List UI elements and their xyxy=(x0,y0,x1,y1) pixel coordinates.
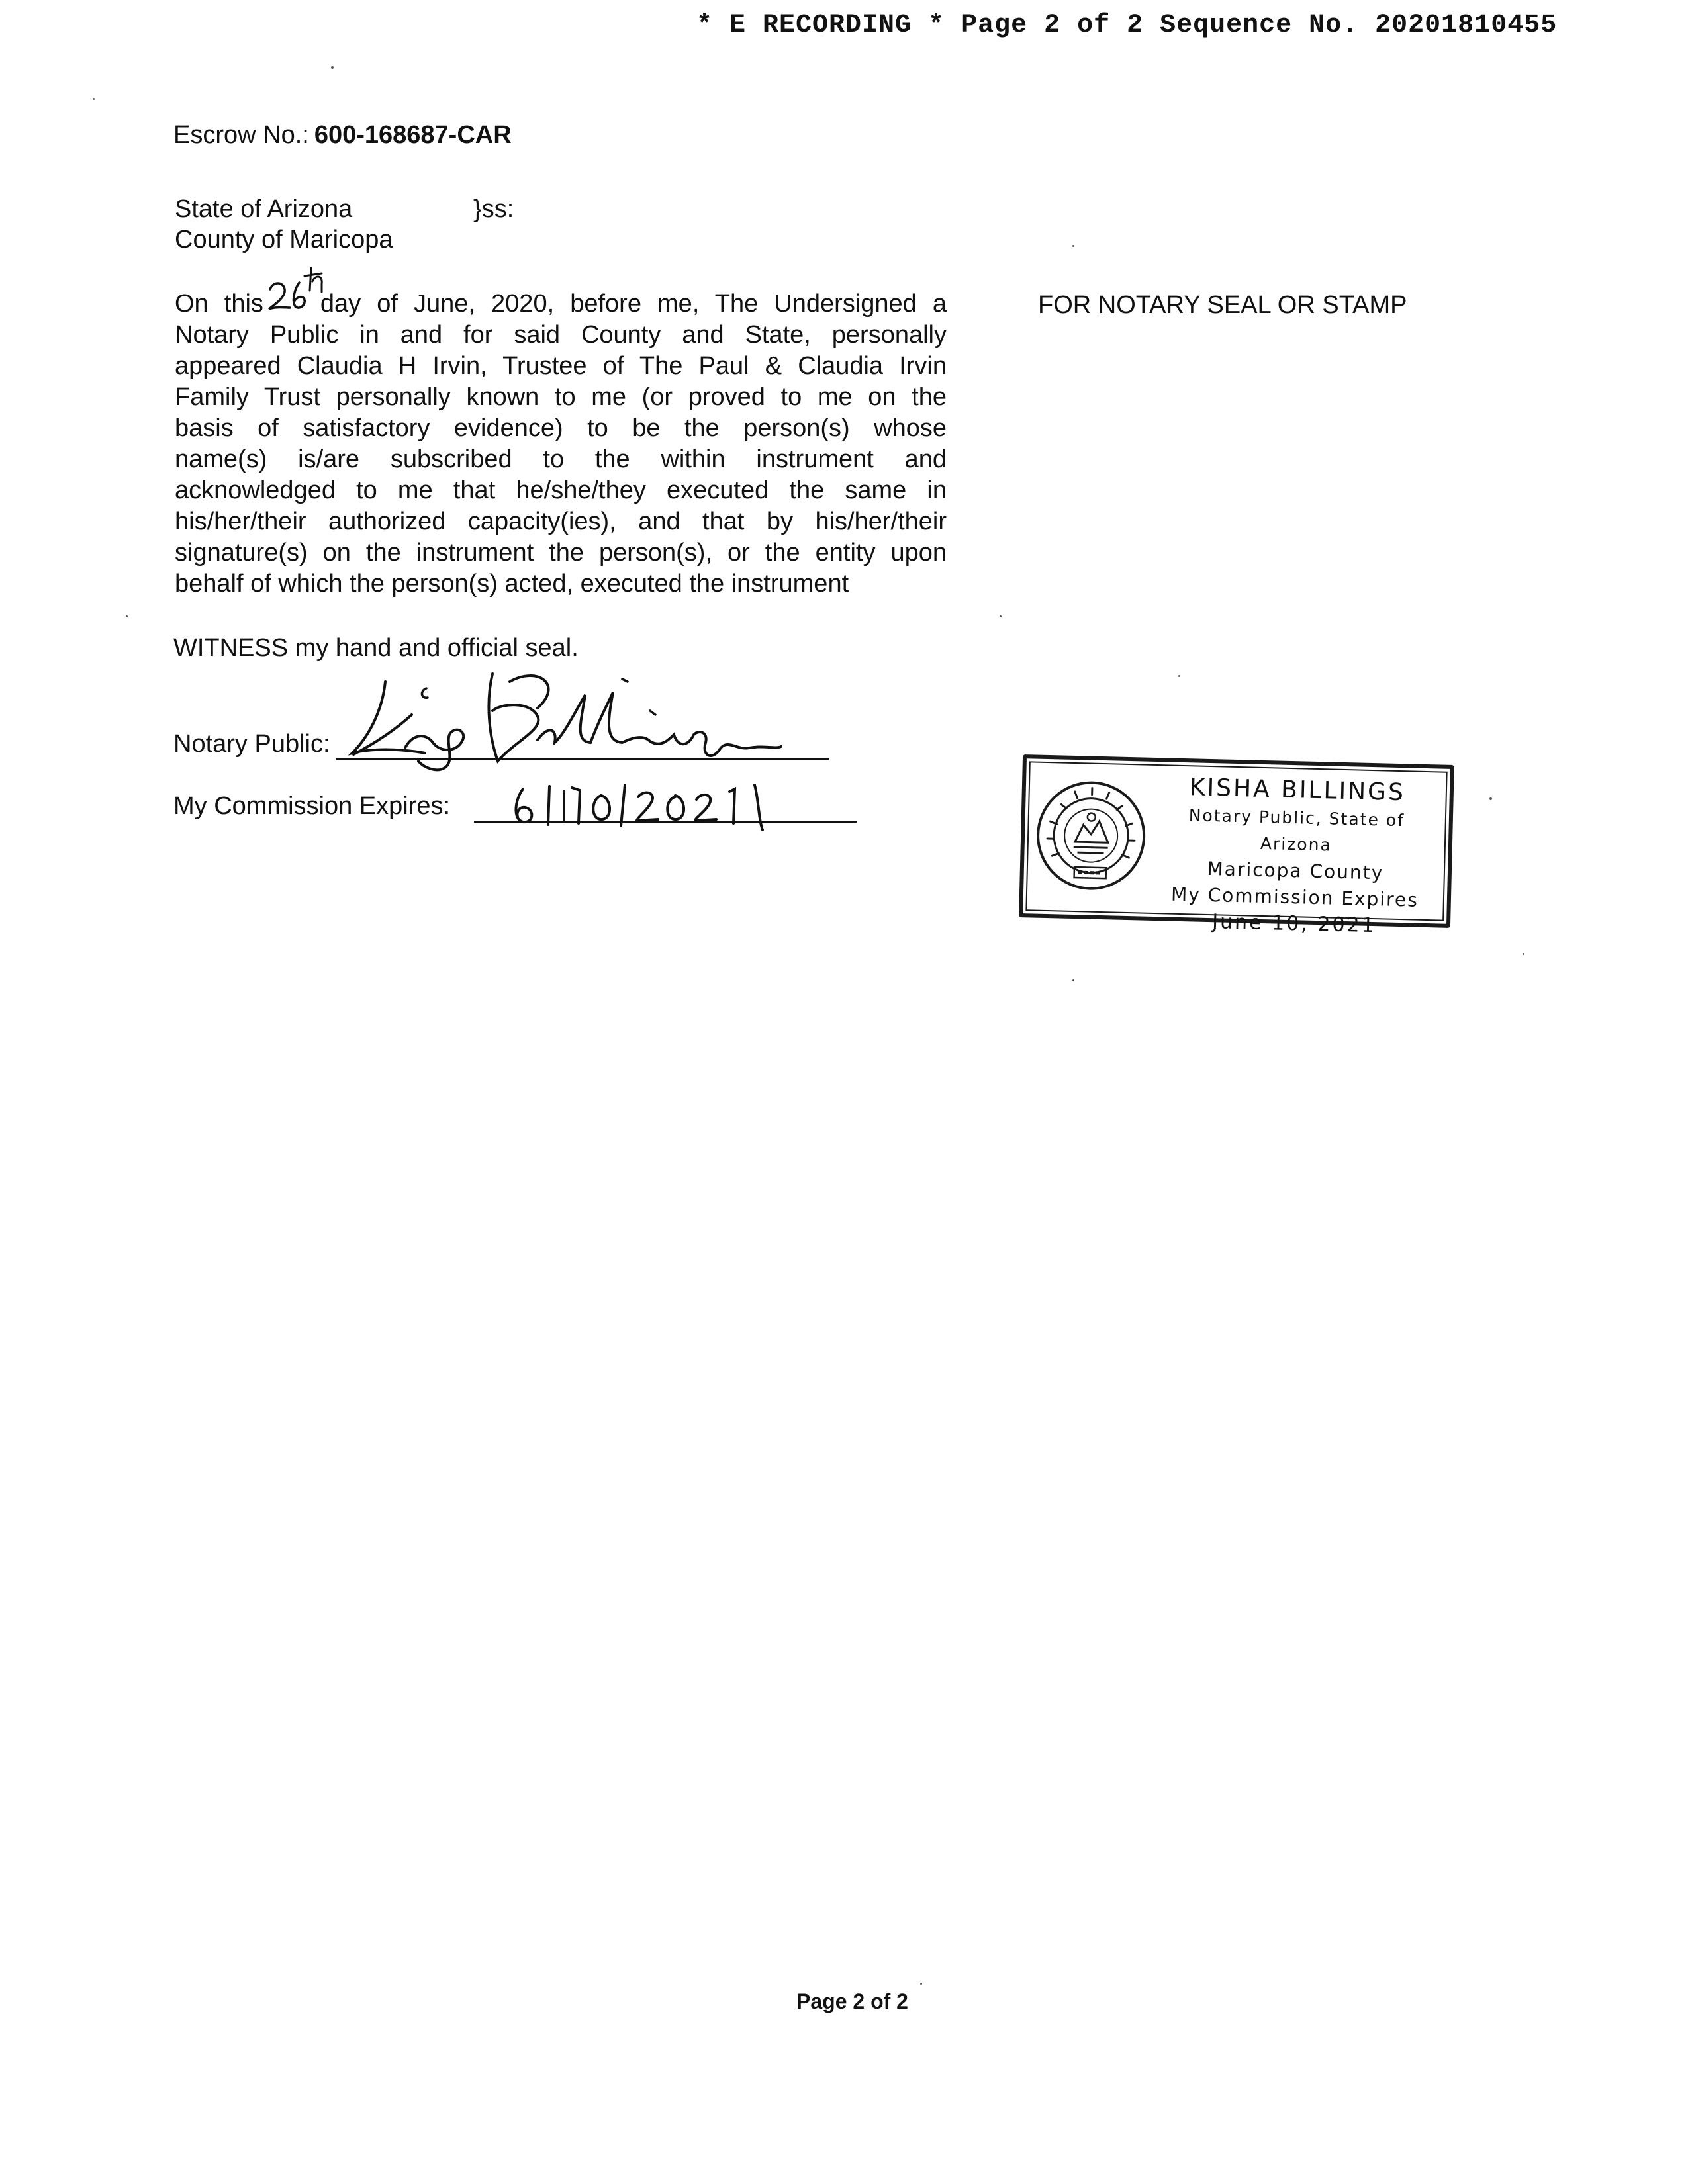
notary-stamp xyxy=(1019,754,1454,938)
commission-expires-handwriting xyxy=(508,780,773,833)
ack-line-10: behalf of which the person(s) acted, executed the instrument xyxy=(175,570,849,598)
stamp-notary-title: Notary Public, State of Arizona xyxy=(1188,805,1405,855)
notary-signature xyxy=(339,668,816,774)
scan-speck xyxy=(331,66,334,69)
day-blank xyxy=(263,288,320,312)
commission-expires-label: My Commission Expires: xyxy=(173,792,451,820)
ack-line-1-start: On this xyxy=(175,290,263,318)
ack-line-1 xyxy=(175,288,947,320)
escrow-number: 600-168687-CAR xyxy=(314,121,512,149)
scan-speck xyxy=(1523,953,1524,955)
escrow-line xyxy=(173,121,512,150)
ack-line-4: Family Trust personally known to me (or proved to me on the xyxy=(175,383,947,411)
stamp-expires-label: My Commission Expires xyxy=(1170,883,1419,911)
venue-ss: }ss: xyxy=(473,195,514,223)
stamp-text xyxy=(1149,772,1444,941)
ack-line-8: his/her/their authorized capacity(ies), and that by his/her/their xyxy=(175,508,947,535)
arizona-state-seal-icon xyxy=(1033,778,1149,894)
scan-speck xyxy=(126,615,128,617)
scan-speck xyxy=(1072,245,1074,247)
scan-speck xyxy=(1072,979,1074,981)
notary-public-label: Notary Public: xyxy=(173,730,330,758)
stamp-notary-name: KISHA BILLINGS xyxy=(1189,774,1406,807)
stamp-expires-date: June 10, 2021 xyxy=(1211,910,1377,938)
scan-speck xyxy=(1489,797,1492,800)
scan-speck xyxy=(920,1983,922,1985)
page-footer: Page 2 of 2 xyxy=(796,1989,908,2013)
ack-line-6: name(s) is/are subscribed to the within instrument and xyxy=(175,445,947,473)
stamp-county: Maricopa County xyxy=(1207,857,1384,884)
acknowledgment-paragraph xyxy=(175,288,947,600)
escrow-label: Escrow No.: xyxy=(173,121,309,149)
witness-line: WITNESS my hand and official seal. xyxy=(173,634,579,662)
ack-line-2: Notary Public in and for said County and State, personally xyxy=(175,321,947,349)
seal-caption: FOR NOTARY SEAL OR STAMP xyxy=(1038,291,1407,319)
recording-header: * E RECORDING * Page 2 of 2 Sequence No. 20201810455 xyxy=(696,11,1558,40)
ack-line-5: basis of satisfactory evidence) to be the person(s) whose xyxy=(175,414,947,442)
ack-line-9: signature(s) on the instrument the person(s), or the entity upon xyxy=(175,539,947,567)
venue-state: State of Arizona xyxy=(175,195,353,223)
ack-line-3: appeared Claudia H Irvin, Trustee of The Paul & Claudia Irvin xyxy=(175,352,947,380)
day-handwriting xyxy=(265,264,328,314)
venue-county: County of Maricopa xyxy=(175,226,393,253)
scan-speck xyxy=(1000,615,1002,617)
scan-speck xyxy=(1178,675,1180,677)
ack-line-1-end: day of June, 2020, before me, The Undersigned a xyxy=(320,290,947,318)
scan-speck xyxy=(93,98,95,100)
ack-line-7: acknowledged to me that he/she/they executed the same in xyxy=(175,477,947,504)
